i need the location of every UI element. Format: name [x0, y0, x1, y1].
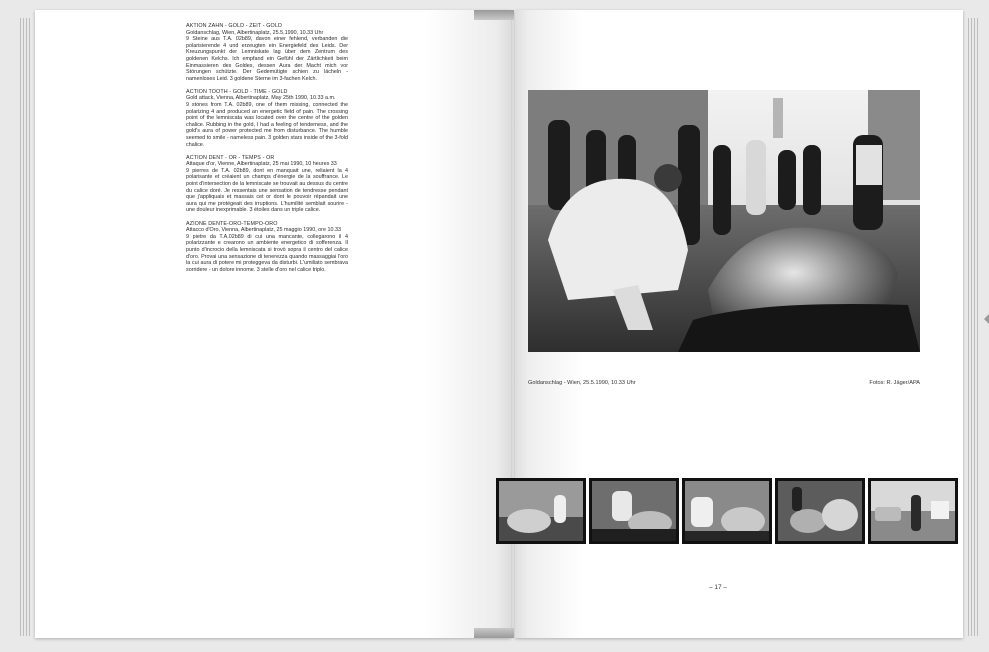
book-spread [18, 10, 980, 642]
text-column [186, 23, 348, 280]
next-page-arrow-icon[interactable] [984, 314, 989, 324]
thumbnail-photo [496, 478, 586, 544]
page-edge [977, 18, 978, 636]
page-edge [23, 18, 24, 636]
block-body: Attacco d'Oro, Vienna, Albertinaplatz, 25 maggio 1990, ore 10.33 9 pietre da T.A.02b89 di cui una mancante, collegarono il 4 polarizzante e crearono un ambiente energetico di sofferenza. Il punto d'incrocio della lemniscata si trovò sopra il centro del calice d'oro. Provai una sensazione di tenerezza quando massaggiai l'oro la cui aura di potere mi proteggeva da disturbi. L'umiliato sembrava sorridere - un dolore innome. 3 stelle d'oro nel calice triplo. [186, 227, 348, 273]
block-heading: AKTION ZAHN - GOLD - ZEIT - GOLD [186, 23, 282, 29]
page-number: – 17 – [708, 584, 728, 591]
page-edge [968, 18, 969, 636]
page-edge [29, 18, 30, 636]
thumbnail-photo [589, 478, 679, 544]
main-photo-image [528, 90, 920, 352]
text-block-english [186, 89, 348, 148]
text-block-italian [186, 221, 348, 274]
photo-caption: Goldanschlag - Wien, 25.5.1990, 10.33 Uhr [528, 380, 636, 386]
thumbnail-strip [496, 478, 958, 544]
text-block-french [186, 155, 348, 214]
main-photo [528, 90, 920, 352]
thumbnail-photo [775, 478, 865, 544]
page-edge [974, 18, 975, 636]
page-edge [26, 18, 27, 636]
photo-credit: Fotos: R. Jäger/APA [869, 380, 920, 386]
block-heading: ACTION TOOTH - GOLD - TIME - GOLD [186, 88, 288, 95]
block-heading: AZIONE DENTE-ORO-TEMPO-ORO [186, 220, 278, 227]
block-body: Attaque d'or, Vienne, Albertinaplatz, 25 mai 1990, 10 heures 33 9 pierres de T.A. 02b89, dont en manquait une, reliaient la 4 polarisante et créaient un champs d'énergie de la souffrance. Le point d'intersection de la lemniscate se trouvait au dessus du centre du calice doré. Je ressentais une sensation de tendresse pendant que j'appliquais et massais cet or dont le pouvoir répandait une aura qui me protégeait des irruptions. L'humilité semblait sourire - une douleur inexprimable. 3 étoiles dans un triple calice. [186, 161, 348, 214]
block-body: Goldanschlag, Wien, Albertinaplatz, 25.5.1990, 10.33 Uhr 9 Steine aus T.A. 02b89, davon einer fehlend, verbanden die polarisierende 4 und erzeugten ein Energiefeld des Leids. Der Kreuzungspunkt der Lemniskate lag über dem Zentrum des goldenen Kelchs. Ich empfand ein Gefühl der Zärtlichkeit beim Einmassieren des Goldes, dessen Aura der Macht mich vor Störungen schützte. Der Gedemütigte schien zu lächeln - namenloses Leid. 3 goldene Sterne im 3-fachen Kelch. [186, 29, 348, 82]
block-heading: ACTION DENT - OR - TEMPS - OR [186, 154, 275, 161]
thumbnail-photo [682, 478, 772, 544]
page-edge [971, 18, 972, 636]
book-spine-bottom [474, 628, 514, 638]
text-block-german [186, 23, 348, 82]
book-spine-top [474, 10, 514, 20]
thumbnail-photo [868, 478, 958, 544]
page-edge [20, 18, 21, 636]
block-body: Gold attack, Vienna, Albertinaplatz, May 25th 1990, 10.33 a.m. 9 stones from T.A. 02b89, one of them missing, connected the polarizing 4 and produced an energetic field of pain. The crossing point of the lemniscata was located over the centre of the golden chalice. Rubbing in the gold, I had a feeling of tenderness, and the gold's aura of power protected me from disturbance. The humble seemed to smile - nameless pain. 3 golden stars inside of the 3-fold chalice. [186, 95, 348, 148]
